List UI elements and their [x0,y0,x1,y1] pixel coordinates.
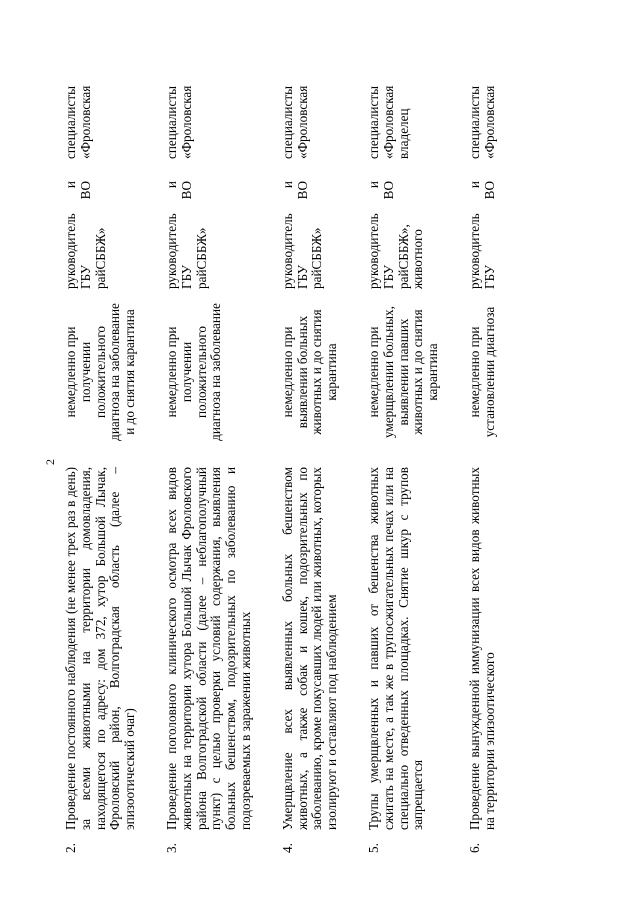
resp-specialists: специалисты «Фроловская [163,85,194,159]
deadline-cell: немедленно при умерщвлении больных, выявлении павших животных и до снятия карантина [365,306,441,438]
resp-conj: и [63,181,78,189]
measures-table [64,3,525,853]
resp-conj: и [466,181,482,189]
resp-dept: райСББЖ» [309,227,325,289]
table-row [165,3,281,853]
row-number: 5. [365,843,381,853]
responsible-cell [165,3,281,289]
resp-region: ВО [178,181,194,200]
resp-org: ГБУ [294,264,310,289]
deadline-cell: немедленно при получении положительного диагноза на заболевание [163,303,224,441]
resp-role: руководитель [63,213,78,289]
table-row [468,3,525,853]
action-cell: Проведение поголовного клинического осмотра всех видов животных на территории хутора Большой Лычак Фроловского района Волгоградской области (далее – неблагополучный пункт) с целью проверки условий содержания, выявления больных бешенством, подозрительных по заболеванию и подозреваемых в заражении животных [163,467,253,830]
deadline-cell: немедленно при установлении диагноза [466,306,497,438]
deadline-cell: немедленно при выявлении больных животных и до снятия карантина [279,309,340,435]
resp-dept: райСББЖ» [193,227,209,289]
resp-dept: райСББЖ» [92,227,108,289]
row-number: 2. [63,843,78,853]
resp-specialists: специалисты «Фроловская владелец [365,85,411,159]
row-number: 6. [466,843,482,853]
table-row [64,3,165,853]
responsible-cell [64,3,165,289]
action-cell: Трупы умерщвленных и павших от бешенства животных сжигать на месте, а так же в трупосжигательных печах или на специально отведенных площадках. Снятие шкур с трупов запрещается [365,467,426,830]
table-row [281,3,367,853]
resp-org: ГБУ [380,264,396,289]
action-cell: Проведение вынужденной иммунизации всех видов животных на территории эпизоотического [466,467,497,830]
deadline-cell: немедленно при получении положительного диагноза на заболевание и до снятия карантина [63,303,138,441]
resp-conj: и [279,181,295,189]
resp-region: ВО [294,181,310,200]
resp-role: руководитель [365,213,381,289]
resp-role: руководитель [279,213,295,289]
resp-specialists: специалисты «Фроловская [466,85,497,159]
resp-specialists: специалисты «Фроловская [279,85,310,159]
resp-role: руководитель [163,213,179,289]
resp-org: ГБУ [178,264,194,289]
table-row [367,3,468,853]
resp-region: ВО [77,181,93,200]
responsible-cell [367,3,468,289]
action-cell: Умерщвление всех выявленных больных бешенством животных, а также собак и кошек, подозрительных по заболеванию, кроме покусавших людей или животных, которых изолируют и оставляют под наблюдением [279,467,340,830]
resp-org: ГБУ [481,264,497,289]
row-number: 3. [163,843,179,853]
page-number: 2 [43,459,57,465]
resp-region: ВО [380,181,396,200]
resp-conj: и [163,181,179,189]
action-cell: Проведение постоянного наблюдения (не менее трех раз в день) за всеми животными на территории домовладения, находящегося по адресу: дом 372, хутор Большой Лычак, Фроловский район, Волгоградская область (далее – эпизоотический очаг) [63,467,138,830]
resp-dept: райСББЖ», животного [395,224,426,289]
resp-region: ВО [481,181,497,200]
resp-role: руководитель [466,213,482,289]
resp-org: ГБУ [77,264,93,289]
responsible-cell [281,3,367,289]
row-number: 4. [279,843,295,853]
resp-conj: и [365,181,381,189]
responsible-cell [468,3,525,289]
resp-specialists: специалисты «Фроловская [63,85,93,159]
